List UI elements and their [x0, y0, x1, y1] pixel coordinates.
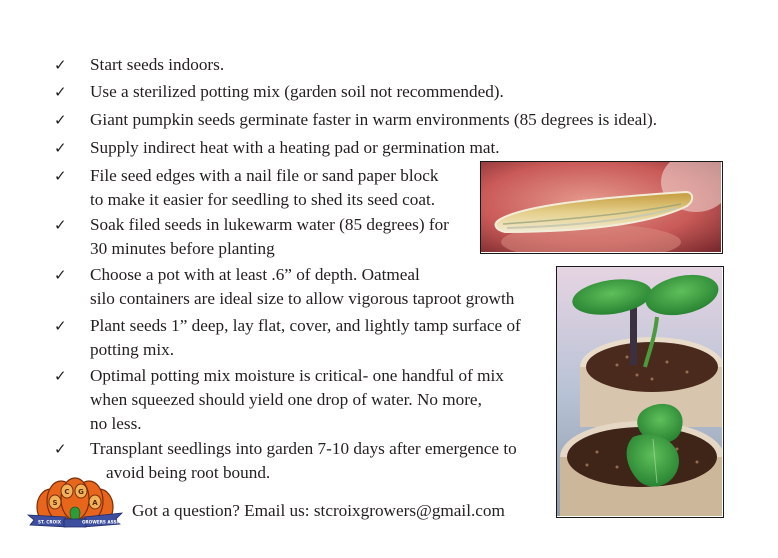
item-text: Plant seeds 1” deep, lay flat, cover, and lightly tamp surface of [90, 316, 521, 335]
item-text: Choose a pot with at least .6” of depth. Oatmeal [90, 265, 420, 284]
item-text: avoid being root bound. [106, 463, 271, 482]
item-text: silo containers are ideal size to allow vigorous taproot growth [90, 289, 515, 308]
item-text: Giant pumpkin seeds germinate faster in warm environments (85 degrees is ideal). [90, 110, 658, 129]
checkmark-icon: ✓ [54, 56, 67, 74]
checkmark-icon: ✓ [54, 139, 67, 157]
pumpkin-logo-icon [26, 475, 124, 535]
checkmark-icon: ✓ [54, 317, 67, 335]
item-text: Use a sterilized potting mix (garden soil not recommended). [90, 82, 504, 101]
item-text: Start seeds indoors. [90, 55, 225, 74]
logo-banner-left: ST. CROIX [38, 519, 61, 525]
seed-photo-image [481, 162, 721, 252]
checkmark-icon: ✓ [54, 440, 67, 458]
item-text: no less. [90, 414, 142, 433]
item-text: Transplant seedlings into garden 7-10 days after emergence to [90, 439, 517, 458]
logo-banner-right: GROWERS ASSN [82, 519, 120, 525]
item-text: File seed edges with a nail file or sand paper block [90, 166, 439, 185]
checkmark-icon: ✓ [54, 111, 67, 129]
item-text: Supply indirect heat with a heating pad or germination mat. [90, 138, 500, 157]
logo-letter: C [64, 488, 70, 496]
seedlings-photo [556, 266, 724, 518]
item-text: Optimal potting mix moisture is critical- one handful of mix [90, 366, 504, 385]
logo-letter: G [78, 488, 84, 496]
checkmark-icon: ✓ [54, 266, 67, 284]
checkmark-icon: ✓ [54, 167, 67, 185]
seedlings-photo-image [557, 267, 722, 516]
item-text: Soak filed seeds in lukewarm water (85 degrees) for [90, 215, 449, 234]
item-text: 30 minutes before planting [90, 239, 275, 258]
checkmark-icon: ✓ [54, 367, 67, 385]
item-text: when squeezed should yield one drop of water. No more, [90, 390, 482, 409]
contact-footer: Got a question? Email us: stcroixgrowers@gmail.com [132, 501, 505, 520]
logo-letter: S [52, 499, 58, 507]
item-text: potting mix. [90, 340, 175, 359]
seed-photo [480, 161, 723, 254]
checkmark-icon: ✓ [54, 216, 67, 234]
st-croix-growers-logo [26, 475, 124, 535]
checkmark-icon: ✓ [54, 83, 67, 101]
logo-letter: A [92, 499, 98, 507]
item-text: to make it easier for seedling to shed its seed coat. [90, 190, 436, 209]
